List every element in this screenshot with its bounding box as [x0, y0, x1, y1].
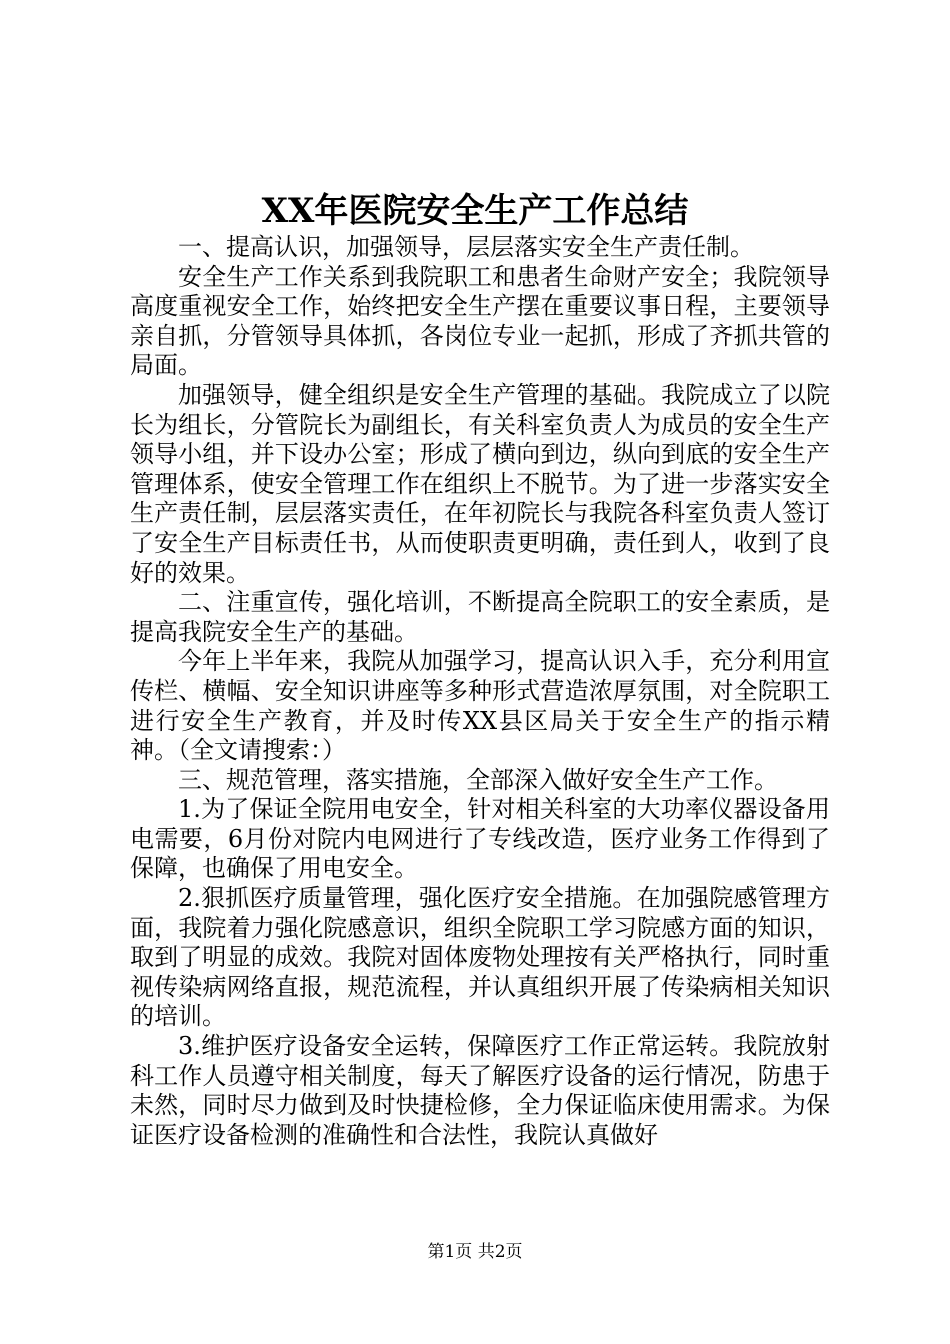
paragraph-section-1-heading: 一、提高认识，加强领导，层层落实安全生产责任制。 [178, 233, 754, 261]
document-body [130, 233, 830, 1150]
paragraph-section-2-heading: 二、注重宣传，强化培训，不断提高全院职工的安全素质，是提高我院安全生产的基础。 [130, 588, 830, 646]
paragraph: 加强领导，健全组织是安全生产管理的基础。我院成立了以院长为组长，分管院长为副组长，有关科室负责人为成员的安全生产领导小组，并下设办公室；形成了横向到边，纵向到底的安全生产管理体系，使安全管理工作在组织上不脱节。为了进一步落实安全生产责任制，层层落实责任，在年初院长与我院各科室负责人签订了安全生产目标责任书，从而使职责更明确，责任到人，收到了良好的效果。 [130, 380, 830, 587]
paragraph: 安全生产工作关系到我院职工和患者生命财产安全；我院领导高度重视安全工作，始终把安全生产摆在重要议事日程，主要领导亲自抓，分管领导具体抓，各岗位专业一起抓，形成了齐抓共管的局面。 [130, 262, 830, 380]
paragraph-item-2: 2.狠抓医疗质量管理，强化医疗安全措施。在加强院感管理方面，我院着力强化院感意识，组织全院职工学习院感方面的知识，取到了明显的成效。我院对固体废物处理按有关严格执行，同时重视传染病网络直报，规范流程，并认真组织开展了传染病相关知识的培训。 [130, 884, 830, 1031]
paragraph-item-3: 3.维护医疗设备安全运转，保障医疗工作正常运转。我院放射科工作人员遵守相关制度，每天了解医疗设备的运行情况，防患于未然，同时尽力做到及时快捷检修，全力保证临床使用需求。为保证医疗设备检测的准确性和合法性，我院认真做好 [130, 1032, 830, 1149]
paragraph: 今年上半年来，我院从加强学习，提高认识入手，充分利用宣传栏、横幅、安全知识讲座等多种形式营造浓厚氛围，对全院职工进行安全生产教育，并及时传XX县区局关于安全生产的指示精神。（全文请搜索：） [130, 647, 830, 765]
page-number-footer: 第1页 共2页 [427, 1242, 523, 1262]
paragraph-section-3-heading: 三、规范管理，落实措施，全部深入做好安全生产工作。 [178, 765, 778, 794]
document-title: XX年医院安全生产工作总结 [261, 191, 689, 231]
paragraph-item-1: 1.为了保证全院用电安全，针对相关科室的大功率仪器设备用电需要，6月份对院内电网进行了专线改造，医疗业务工作得到了保障，也确保了用电安全。 [130, 795, 830, 883]
